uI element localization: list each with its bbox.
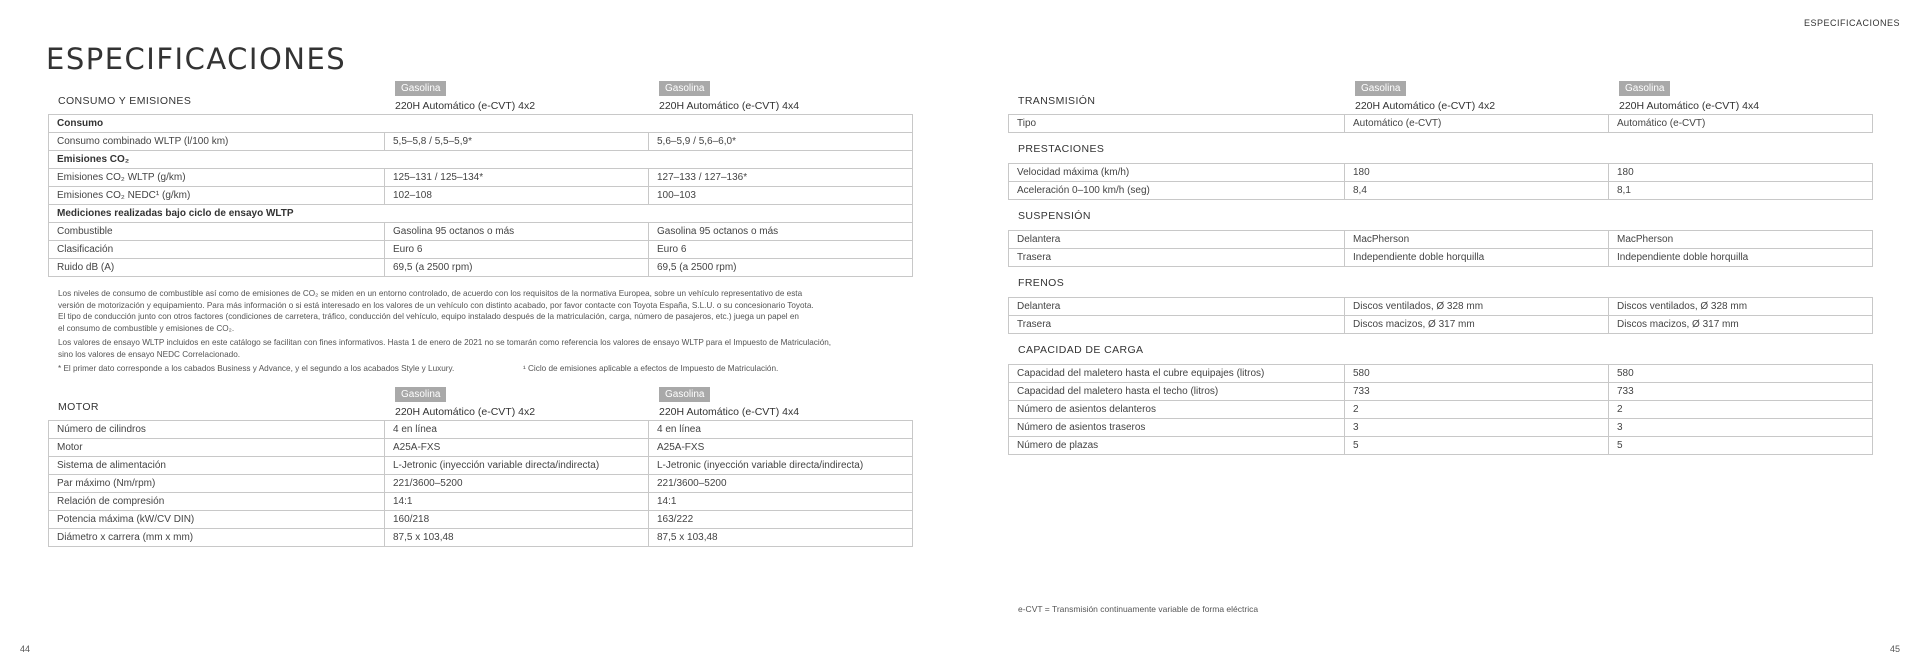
row-label: Emisiones CO₂ NEDC¹ (g/km) — [49, 187, 385, 205]
carga-title: CAPACIDAD DE CARGA — [1018, 344, 1144, 356]
table-row — [49, 529, 913, 547]
value-4x4: Gasolina 95 octanos o más — [649, 223, 913, 241]
value-4x4: 8,1 — [1609, 182, 1873, 200]
value-4x2: 125–131 / 125–134* — [385, 169, 649, 187]
value-4x4: Automático (e-CVT) — [1609, 115, 1873, 133]
frenos-table — [1008, 297, 1873, 334]
row-label: Capacidad del maletero hasta el techo (litros) — [1009, 383, 1345, 401]
row-label: Número de plazas — [1009, 437, 1345, 455]
table-row — [49, 187, 913, 205]
value-4x4: 221/3600–5200 — [649, 475, 913, 493]
transmision-table — [1008, 114, 1873, 133]
value-4x4: 163/222 — [649, 511, 913, 529]
value-4x4: 180 — [1609, 164, 1873, 182]
transmision-col-4x2 — [1355, 78, 1495, 112]
consumo-title: CONSUMO Y EMISIONES — [58, 95, 192, 107]
transmision-title: TRANSMISIÓN — [1018, 95, 1096, 107]
table-row — [49, 421, 913, 439]
prestaciones-table — [1008, 163, 1873, 200]
transmision-col-4x4 — [1619, 78, 1759, 112]
note-line: El tipo de conducción junto con otros factores (condiciones de carretera, tráfico, conducción del vehículo, equipo instalado después de la matriculación, carga, número de pasajeros, etc.) juega un papel en — [58, 312, 799, 321]
row-label: Delantera — [1009, 231, 1345, 249]
table-row — [1009, 249, 1873, 267]
suspension-table — [1008, 230, 1873, 267]
value-4x2: L-Jetronic (inyección variable directa/indirecta) — [385, 457, 649, 475]
model-label: 220H Automático (e-CVT) 4x4 — [659, 406, 800, 418]
table-row — [1009, 437, 1873, 455]
motor-header — [48, 384, 912, 420]
suspension-title: SUSPENSIÓN — [1018, 210, 1091, 222]
note-line: versión de motorización y equipamiento. Para más información o si está interesado en los valores de un vehículo con distinto acabado, por favor contacte con Toyota España, S.L.U. o su concesionario Toyota. — [58, 300, 814, 310]
table-row — [49, 169, 913, 187]
row-label: Par máximo (Nm/rpm) — [49, 475, 385, 493]
value-4x2: Independiente doble horquilla — [1345, 249, 1609, 267]
group-label: Emisiones CO₂ — [49, 151, 913, 169]
value-4x2: 69,5 (a 2500 rpm) — [385, 259, 649, 277]
consumo-table — [48, 114, 913, 277]
value-4x2: 5 — [1345, 437, 1609, 455]
value-4x2: Euro 6 — [385, 241, 649, 259]
value-4x2: MacPherson — [1345, 231, 1609, 249]
value-4x4: 5,6–5,9 / 5,6–6,0* — [649, 133, 913, 151]
model-label: 220H Automático (e-CVT) 4x4 — [1619, 100, 1760, 112]
value-4x4: Discos ventilados, Ø 328 mm — [1609, 298, 1873, 316]
motor-title: MOTOR — [58, 401, 99, 413]
value-4x2: Gasolina 95 octanos o más — [385, 223, 649, 241]
table-group-row — [49, 151, 913, 169]
value-4x2: Discos ventilados, Ø 328 mm — [1345, 298, 1609, 316]
table-group-row — [49, 115, 913, 133]
row-label: Diámetro x carrera (mm x mm) — [49, 529, 385, 547]
row-label: Relación de compresión — [49, 493, 385, 511]
row-label: Número de asientos traseros — [1009, 419, 1345, 437]
table-row — [1009, 419, 1873, 437]
value-4x4: 2 — [1609, 401, 1873, 419]
value-4x4: L-Jetronic (inyección variable directa/indirecta) — [649, 457, 913, 475]
table-row — [1009, 365, 1873, 383]
model-label: 220H Automático (e-CVT) 4x2 — [395, 406, 536, 418]
consumo-col-4x4 — [659, 78, 799, 112]
table-row — [49, 223, 913, 241]
value-4x4: 4 en línea — [649, 421, 913, 439]
fuel-badge: Gasolina — [395, 81, 446, 96]
page-number-right: 45 — [1889, 644, 1900, 654]
table-row — [1009, 182, 1873, 200]
table-row — [49, 133, 913, 151]
row-label: Motor — [49, 439, 385, 457]
row-label: Capacidad del maletero hasta el cubre equipajes (litros) — [1009, 365, 1345, 383]
row-label: Velocidad máxima (km/h) — [1009, 164, 1345, 182]
value-4x2: 2 — [1345, 401, 1609, 419]
row-label: Trasera — [1009, 316, 1345, 334]
value-4x2: 733 — [1345, 383, 1609, 401]
value-4x2: 102–108 — [385, 187, 649, 205]
transmision-header — [1008, 78, 1872, 114]
table-row — [1009, 383, 1873, 401]
value-4x4: Euro 6 — [649, 241, 913, 259]
value-4x2: 87,5 x 103,48 — [385, 529, 649, 547]
motor-block — [48, 384, 912, 547]
consumo-header — [48, 78, 912, 114]
table-row — [1009, 164, 1873, 182]
value-4x4: A25A-FXS — [649, 439, 913, 457]
fuel-badge: Gasolina — [659, 81, 710, 96]
page-title: ESPECIFICACIONES — [46, 42, 347, 76]
row-label: Combustible — [49, 223, 385, 241]
note-line: Los valores de ensayo WLTP incluidos en este catálogo se facilitan con fines informativos. Hasta 1 de enero de 2021 no se tomarán como referencia los valores de ensayo WLTP para el Impuesto de Matriculación, — [58, 338, 832, 347]
table-row — [49, 511, 913, 529]
table-row — [1009, 401, 1873, 419]
group-label: Consumo — [49, 115, 913, 133]
fuel-badge: Gasolina — [1619, 81, 1670, 96]
value-4x2: 8,4 — [1345, 182, 1609, 200]
row-label: Emisiones CO₂ WLTP (g/km) — [49, 169, 385, 187]
row-label: Clasificación — [49, 241, 385, 259]
section-header-label: ESPECIFICACIONES — [1803, 18, 1900, 28]
row-label: Trasera — [1009, 249, 1345, 267]
frenos-title: FRENOS — [1018, 277, 1065, 289]
value-4x2: 14:1 — [385, 493, 649, 511]
row-label: Potencia máxima (kW/CV DIN) — [49, 511, 385, 529]
model-label: 220H Automático (e-CVT) 4x2 — [395, 100, 536, 112]
row-label: Delantera — [1009, 298, 1345, 316]
fuel-badge: Gasolina — [395, 387, 446, 402]
group-label: Mediciones realizadas bajo ciclo de ensayo WLTP — [49, 205, 913, 223]
row-label: Ruido dB (A) — [49, 259, 385, 277]
table-row — [1009, 115, 1873, 133]
carga-table — [1008, 364, 1873, 455]
ecvt-footnote: e-CVT = Transmisión continuamente variable de forma eléctrica — [1018, 604, 1259, 614]
value-4x2: 3 — [1345, 419, 1609, 437]
value-4x4: 3 — [1609, 419, 1873, 437]
prestaciones-title: PRESTACIONES — [1018, 143, 1105, 155]
table-row — [49, 493, 913, 511]
value-4x4: 14:1 — [649, 493, 913, 511]
row-label: Aceleración 0–100 km/h (seg) — [1009, 182, 1345, 200]
note-line: sino los valores de ensayo NEDC Correlacionado. — [58, 349, 241, 359]
consumo-block — [48, 78, 912, 277]
legal-notes — [58, 288, 918, 378]
table-group-row — [49, 205, 913, 223]
value-4x4: 100–103 — [649, 187, 913, 205]
value-4x2: 180 — [1345, 164, 1609, 182]
table-row — [1009, 231, 1873, 249]
value-4x2: Automático (e-CVT) — [1345, 115, 1609, 133]
footnote-one: ¹ Ciclo de emisiones aplicable a efectos de Impuesto de Matriculación. — [523, 364, 779, 373]
value-4x2: A25A-FXS — [385, 439, 649, 457]
value-4x4: 580 — [1609, 365, 1873, 383]
value-4x2: 160/218 — [385, 511, 649, 529]
consumo-col-4x2 — [395, 78, 535, 112]
table-row — [1009, 316, 1873, 334]
value-4x2: 221/3600–5200 — [385, 475, 649, 493]
note-line: Los niveles de consumo de combustible así como de emisiones de CO₂ se miden en un entorno controlado, de acuerdo con los requisitos de la normativa Europea, sobre un vehículo representativo de esta — [58, 289, 803, 298]
table-row — [1009, 298, 1873, 316]
row-label: Número de cilindros — [49, 421, 385, 439]
table-row — [49, 457, 913, 475]
value-4x2: 580 — [1345, 365, 1609, 383]
table-row — [49, 259, 913, 277]
value-4x4: 127–133 / 127–136* — [649, 169, 913, 187]
motor-col-4x2 — [395, 384, 535, 418]
row-label: Consumo combinado WLTP (l/100 km) — [49, 133, 385, 151]
value-4x2: Discos macizos, Ø 317 mm — [1345, 316, 1609, 334]
transmision-block — [1008, 78, 1872, 455]
row-label: Número de asientos delanteros — [1009, 401, 1345, 419]
value-4x4: 5 — [1609, 437, 1873, 455]
row-label: Sistema de alimentación — [49, 457, 385, 475]
value-4x2: 5,5–5,8 / 5,5–5,9* — [385, 133, 649, 151]
motor-table — [48, 420, 913, 547]
value-4x4: 733 — [1609, 383, 1873, 401]
model-label: 220H Automático (e-CVT) 4x2 — [1355, 100, 1496, 112]
fuel-badge: Gasolina — [1355, 81, 1406, 96]
table-row — [49, 439, 913, 457]
value-4x4: 87,5 x 103,48 — [649, 529, 913, 547]
row-label: Tipo — [1009, 115, 1345, 133]
value-4x4: Discos macizos, Ø 317 mm — [1609, 316, 1873, 334]
value-4x4: Independiente doble horquilla — [1609, 249, 1873, 267]
page-number-left: 44 — [20, 644, 31, 654]
value-4x4: MacPherson — [1609, 231, 1873, 249]
value-4x2: 4 en línea — [385, 421, 649, 439]
note-line: el consumo de combustible y emisiones de CO₂. — [58, 323, 235, 333]
motor-col-4x4 — [659, 384, 799, 418]
table-row — [49, 241, 913, 259]
value-4x4: 69,5 (a 2500 rpm) — [649, 259, 913, 277]
table-row — [49, 475, 913, 493]
footnote-star: * El primer dato corresponde a los cabados Business y Advance, y el segundo a los acabados Style y Luxury. — [58, 364, 455, 373]
model-label: 220H Automático (e-CVT) 4x4 — [659, 100, 800, 112]
fuel-badge: Gasolina — [659, 387, 710, 402]
